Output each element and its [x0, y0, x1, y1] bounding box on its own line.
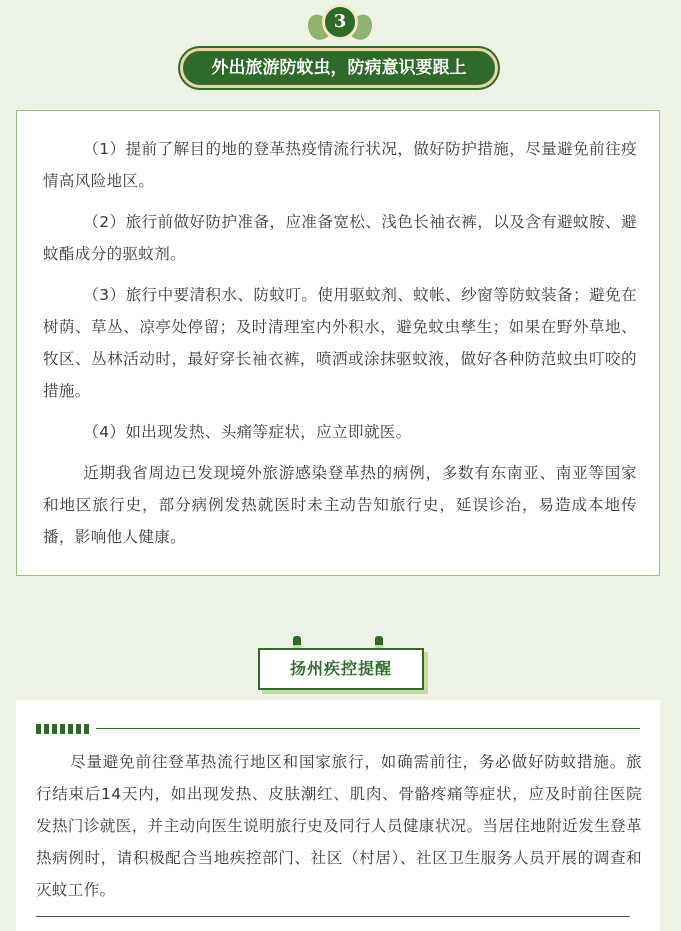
reminder-paragraph: 尽量避免前往登革热流行地区和国家旅行，如确需前往，务必做好防蚊措施。旅行结束后14天内，如出现发热、皮肤潮红、肌肉、骨骼疼痛等症状，应及时前往医院发热门诊就医，并主动向医生说明旅行史及同行人员健康状况。当居住地附近发生登革热病例时，请积极配合当地疾控部门、社区（村居）、社区卫生服务人员开展的调查和灭蚊工作。 [36, 753, 642, 899]
section-title: 外出旅游防蚊虫，防病意识要跟上 [180, 48, 498, 88]
dashed-divider [36, 724, 640, 734]
section-number-badge [0, 0, 681, 48]
advice-paragraph-2: （2）旅行前做好防护准备，应准备宽松、浅色长袖衣裤，以及含有避蚊胺、避蚊酯成分的驱蚊剂。 [43, 213, 637, 263]
reminder-title: 扬州疾控提醒 [258, 648, 424, 690]
advice-card [16, 110, 660, 576]
advice-paragraph-3: （3）旅行中要清积水、防蚊叮。使用驱蚊剂、蚊帐、纱窗等防蚊装备；避免在树荫、草丛、凉亭处停留；及时清理室内外积水，避免蚊虫孳生；如果在野外草地、牧区、丛林活动时，最好穿长袖衣裤，喷洒或涂抹驱蚊液，做好各种防范蚊虫叮咬的措施。 [43, 286, 637, 400]
section-number: 3 [322, 4, 358, 40]
advice-paragraph-1: （1）提前了解目的地的登革热疫情流行状况，做好防护措施，尽量避免前往疫情高风险地区。 [43, 140, 637, 190]
reminder-card [16, 700, 660, 931]
bottom-divider [36, 916, 630, 917]
advice-paragraph-5: 近期我省周边已发现境外旅游感染登革热的病例，多数有东南亚、南亚等国家和地区旅行史，部分病例发热就医时未主动告知旅行史，延误诊治，易造成本地传播，影响他人健康。 [43, 464, 637, 546]
advice-paragraph-4: （4）如出现发热、头痛等症状，应立即就医。 [83, 423, 412, 441]
